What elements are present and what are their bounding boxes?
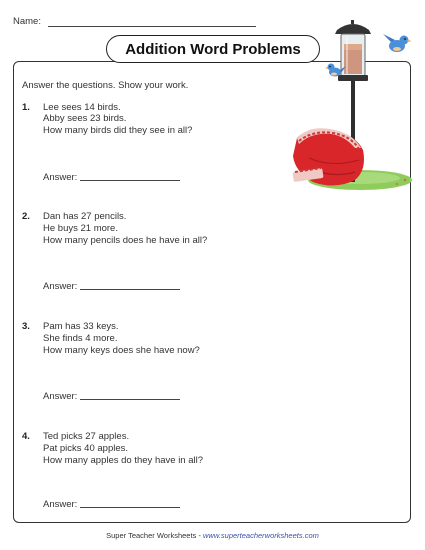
answer-field[interactable] [80, 399, 180, 400]
question-text: How many apples do they have in all? [43, 455, 204, 466]
answer-label: Answer: [43, 391, 78, 402]
question-text: How many pencils does he have in all? [43, 235, 208, 246]
answer-label: Answer: [43, 499, 78, 510]
question-text: Lee sees 14 birds. [43, 102, 121, 113]
footer [0, 531, 425, 540]
question-number: 2. [22, 211, 30, 222]
question-text: Abby sees 23 birds. [43, 113, 127, 124]
question-text: How many keys does she have now? [43, 345, 200, 356]
name-line[interactable] [48, 26, 256, 27]
footer-separator: - [196, 531, 203, 540]
answer-label: Answer: [43, 172, 78, 183]
question-text: Dan has 27 pencils. [43, 211, 127, 222]
question-number: 4. [22, 431, 30, 442]
question-number: 1. [22, 102, 30, 113]
footer-brand: Super Teacher Worksheets [106, 531, 197, 540]
bluebird-icon [383, 34, 412, 52]
question-text: Pam has 33 keys. [43, 321, 119, 332]
worksheet-title: Addition Word Problems [106, 35, 320, 63]
answer-field[interactable] [80, 507, 180, 508]
answer-field[interactable] [80, 289, 180, 290]
question-text: Pat picks 40 apples. [43, 443, 129, 454]
answer-label: Answer: [43, 281, 78, 292]
answer-field[interactable] [80, 180, 180, 181]
footer-url-link[interactable]: www.superteacherworksheets.com [202, 531, 319, 540]
instructions: Answer the questions. Show your work. [22, 80, 189, 91]
question-number: 3. [22, 321, 30, 332]
question-text: Ted picks 27 apples. [43, 431, 130, 442]
question-text: How many birds did they see in all? [43, 125, 193, 136]
question-text: She finds 4 more. [43, 333, 118, 344]
name-label: Name: [13, 16, 41, 27]
question-text: He buys 21 more. [43, 223, 118, 234]
